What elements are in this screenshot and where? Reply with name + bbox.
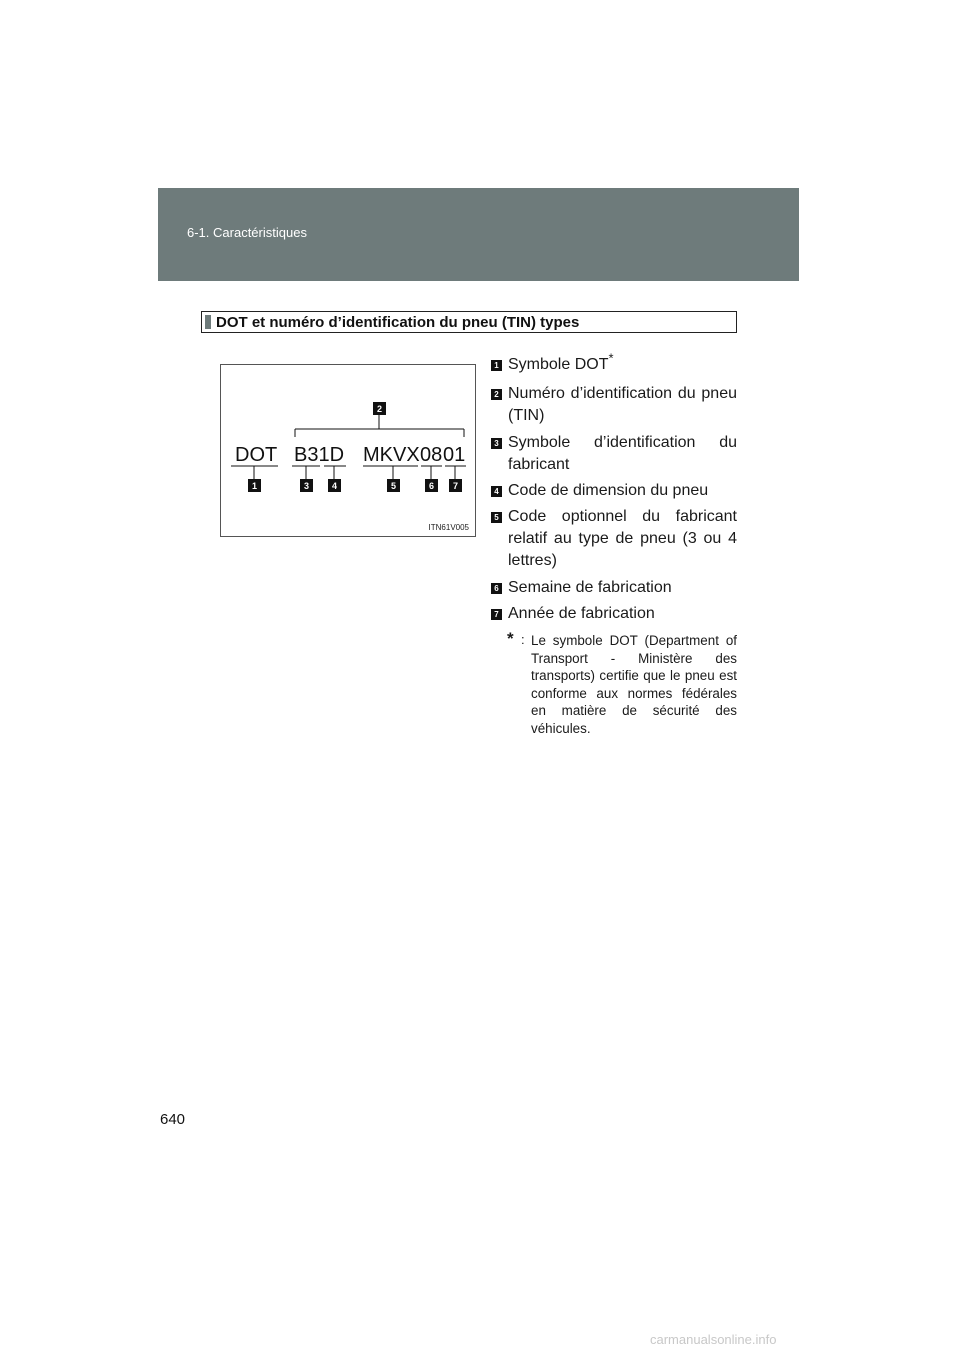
item-number: 3 <box>491 438 502 449</box>
callout-1: 1 <box>251 481 258 491</box>
item-label: Symbole DOT <box>508 356 609 373</box>
code-year: 01 <box>443 444 466 466</box>
item-text: Numéro d’identification du pneu (TIN) <box>508 385 737 424</box>
page-number: 640 <box>160 1111 186 1128</box>
item-number: 6 <box>491 583 502 594</box>
tin-diagram <box>221 365 477 538</box>
callout-5: 5 <box>390 481 397 491</box>
callout-3: 3 <box>303 481 310 491</box>
item-number: 5 <box>491 512 502 523</box>
item-text: Année de fabrication <box>508 605 655 622</box>
tin-figure <box>220 364 476 537</box>
item-text: Semaine de fabrication <box>508 579 672 596</box>
callout-7: 7 <box>452 481 459 491</box>
item-number: 2 <box>491 389 502 400</box>
callout-2: 2 <box>376 404 383 414</box>
callout-6: 6 <box>428 481 435 491</box>
code-option: MKVX <box>363 444 420 466</box>
item-text <box>508 350 737 376</box>
item-number: 1 <box>491 360 502 371</box>
footnote-text: Le symbole DOT (Department of Transport - Ministère des transports) certifie que le pneu est conforme aux normes fédérales en matière de sécurité des véhicules. <box>531 633 737 736</box>
code-size: B31D <box>294 444 345 466</box>
footnote-star: * <box>608 350 614 366</box>
footnote-colon: : <box>521 632 525 647</box>
code-dot: DOT <box>235 444 278 466</box>
section-title: DOT et numéro d’identification du pneu (TIN) types <box>216 314 580 331</box>
chapter-header <box>158 188 799 281</box>
callout-4: 4 <box>331 481 338 491</box>
title-marker <box>205 315 211 329</box>
section-label: 6-1. Caractéristiques <box>187 225 307 240</box>
item-number: 7 <box>491 609 502 620</box>
item-text: Symbole d’identification du fabricant <box>508 434 737 473</box>
figure-id: ITN61V005 <box>428 523 469 532</box>
code-week: 08 <box>420 444 443 466</box>
item-number: 4 <box>491 486 502 497</box>
footnote-mark: * <box>507 629 514 648</box>
footer-watermark: carmanualsonline.info <box>650 1332 777 1347</box>
item-text: Code de dimension du pneu <box>508 482 709 499</box>
item-text: Code optionnel du fabricant relatif au type de pneu (3 ou 4 lettres) <box>508 508 737 569</box>
section-title-box <box>201 311 737 333</box>
